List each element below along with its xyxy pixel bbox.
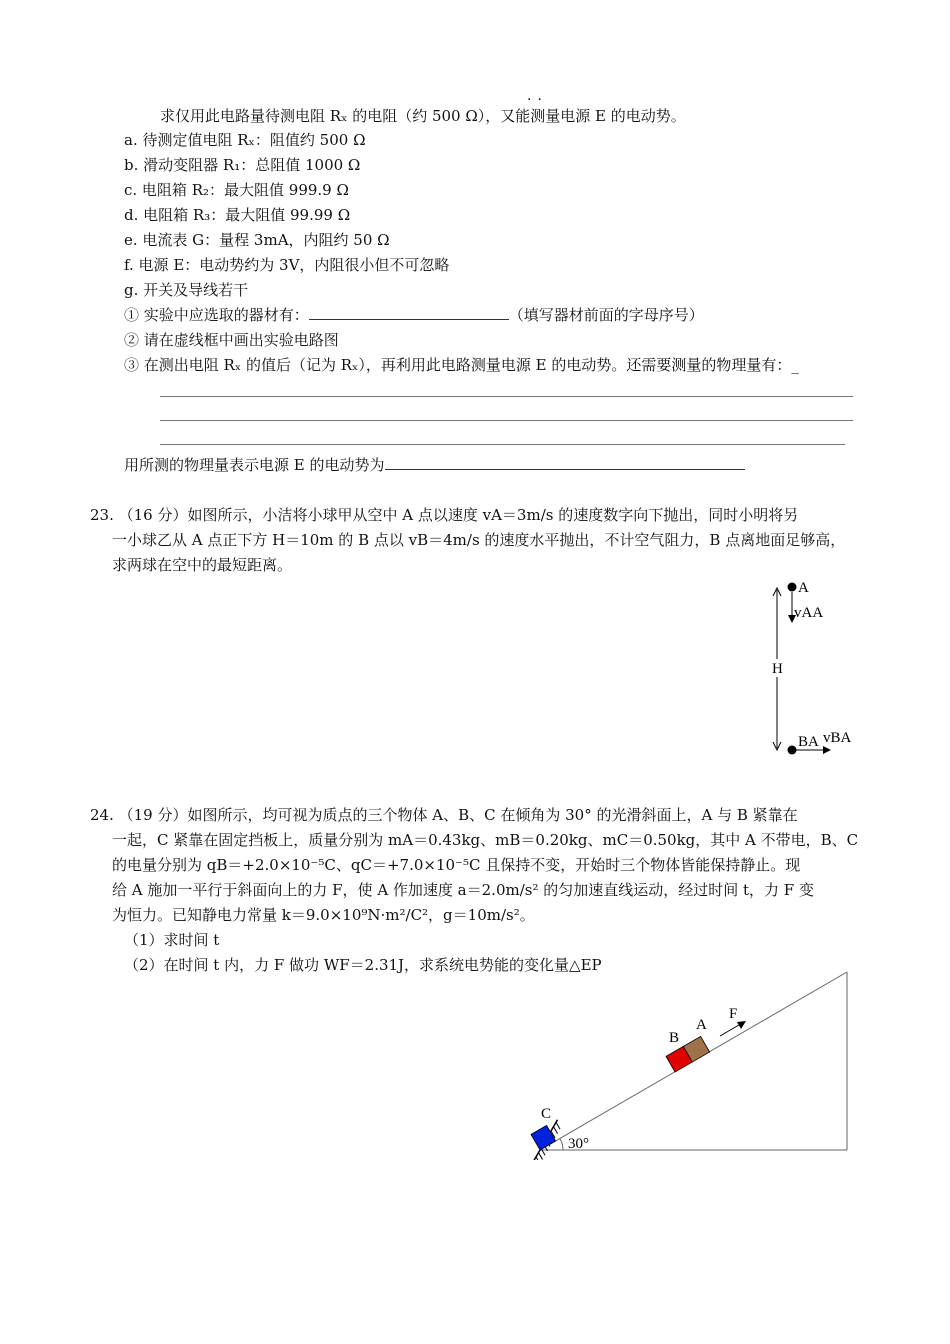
q24-line-1: 24. （19 分）如图所示，均可视为质点的三个物体 A、B、C 在倾角为 30° 的光滑斜面上，A 与 B 紧靠在 (90, 806, 798, 824)
q22-sub1-prefix: ① 实验中应选取的器材有： (124, 306, 309, 324)
fig-label-c: C (541, 1106, 552, 1122)
q24-line-5: 为恒力。已知静电力常量 k＝9.0×10⁹N·m²/C²，g＝10m/s²。 (112, 906, 535, 924)
q22-last (124, 455, 745, 475)
fig-angle-label: 30° (568, 1136, 589, 1152)
q22-last-text: 用所测的物理量表示电源 E 的电动势为 (124, 456, 385, 474)
fig-label-b: BA (798, 734, 819, 750)
fig-label-h: H (772, 661, 783, 677)
q24-sub2: （2）在时间 t 内，力 F 做功 WF＝2.31J，求系统电势能的变化量△EP (124, 956, 602, 974)
q22-sub1 (124, 305, 704, 325)
q22-item-d: d. 电阻箱 R₃：最大阻值 99.99 Ω (124, 206, 351, 224)
q22-sub2: ② 请在虚线框中画出实验电路图 (124, 331, 339, 349)
fig-label-f: F (729, 1006, 738, 1022)
fig-label-b: B (669, 1030, 680, 1046)
fig-label-a: A (798, 580, 809, 596)
q22-item-a: a. 待测定值电阻 Rₓ：阻值约 500 Ω (124, 131, 366, 149)
angle-arc (560, 1139, 563, 1151)
answer-line-3[interactable] (160, 444, 845, 445)
q22-item-b: b. 滑动变阻器 R₁：总阻值 1000 Ω (124, 156, 361, 174)
q23-line-1: 23. （16 分）如图所示，小洁将小球甲从空中 A 点以速度 vA＝3m/s 的速度数字向下抛出，同时小明将另 (90, 506, 799, 524)
q24-line-3: 的电量分别为 qB＝+2.0×10⁻⁵C、qC＝+7.0×10⁻⁵C 且保持不变，开始时三个物体皆能保持静止。现 (112, 856, 801, 874)
answer-line-1[interactable] (160, 396, 853, 397)
q22-intro: 求仅用此电路量待测电阻 Rₓ 的电阻（约 500 Ω），又能测量电源 E 的电动势。 (160, 107, 686, 125)
q22-sub3-text: ③ 在测出电阻 Rₓ 的值后（记为 Rₓ），再利用此电路测量电源 E 的电动势。还需要测量的物理量有： (124, 356, 792, 374)
q24-line-2: 一起，C 紧靠在固定挡板上，质量分别为 mA＝0.43kg、mB＝0.20kg、mC＝0.50kg，其中 A 不带电，B、C (112, 831, 859, 849)
answer-line-2[interactable] (160, 420, 853, 421)
q24-sub1: （1）求时间 t (124, 931, 220, 949)
q22-item-c: c. 电阻箱 R₂：最大阻值 999.9 Ω (124, 181, 349, 199)
q23-figure (760, 570, 880, 770)
ball-b-dot (788, 746, 797, 755)
emphasis-dots: ·· (527, 92, 548, 108)
q24-incline-figure (500, 960, 860, 1160)
q24-line-4: 给 A 施加一平行于斜面向上的力 F，使 A 作加速度 a＝2.0m/s² 的匀加速直线运动，经过时间 t，力 F 变 (112, 881, 814, 899)
q22-sub1-suffix: （填写器材前面的字母序号） (508, 306, 704, 324)
answer-blank-emf[interactable] (385, 455, 745, 470)
ball-a-dot (788, 583, 797, 592)
q23-line-3: 求两球在空中的最短距离。 (112, 556, 293, 574)
q22-item-e: e. 电流表 G：量程 3mA，内阻约 50 Ω (124, 231, 390, 249)
answer-blank-equipment[interactable] (309, 305, 509, 320)
q23-line-2: 一小球乙从 A 点正下方 H＝10m 的 B 点以 vB＝4m/s 的速度水平抛出，不计空气阻力，B 点离地面足够高， (112, 531, 846, 549)
fig-label-vb: vBA (823, 730, 852, 746)
q22-item-g: g. 开关及导线若干 (124, 281, 249, 299)
fig-label-a: A (696, 1017, 707, 1033)
q22-sub3 (124, 355, 799, 375)
q22-item-f: f. 电源 E：电动势约为 3V，内阻很小但不可忽略 (124, 256, 450, 274)
q22-sub3-end: _ (791, 356, 799, 374)
fig-label-va: vAA (794, 605, 824, 621)
